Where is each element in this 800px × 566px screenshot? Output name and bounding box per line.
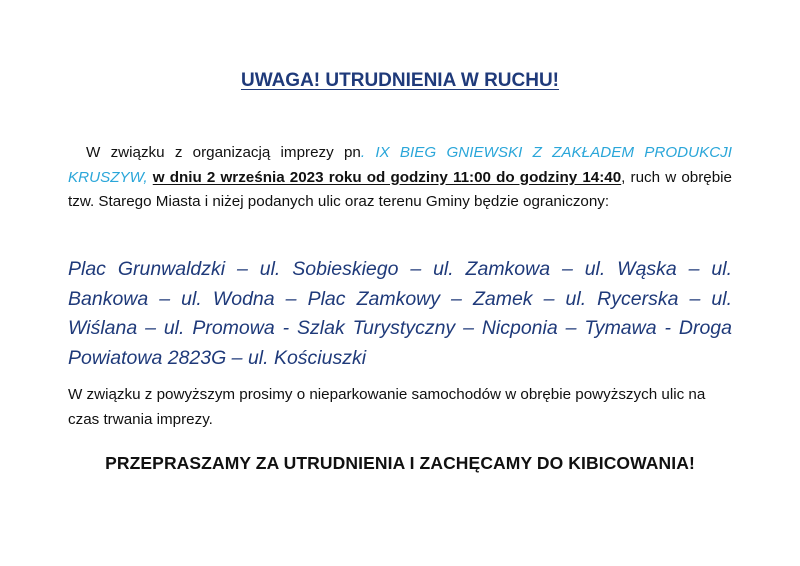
event-date-time: w dniu 2 września 2023 roku od godziny 11:00 do godziny 14:40 [152, 168, 622, 186]
event-name: IX BIEG GNIEWSKI Z ZAKŁADEM PRODUKCJI KRUSZYW [68, 144, 732, 186]
event-comma: , [143, 168, 153, 186]
route-list: Plac Grunwaldzki – ul. Sobieskiego – ul. Zamkowa – ul. Wąska – ul. Bankowa – ul. Wodna – Plac Zamkowy – Zamek – ul. Rycerska – ul. Wiślana – ul. Promowa - Szlak Turystyczny – Nicponia – Tymawa - Droga Powiatowa 2823G – ul. Kościuszki [68, 258, 732, 369]
event-dot: . [360, 144, 376, 161]
notice-page [68, 0, 732, 566]
intro-text-start: W związku z organizacją imprezy pn [86, 144, 361, 161]
intro-paragraph [68, 141, 732, 215]
parking-note: W związku z powyższym prosimy o nieparkowanie samochodów w obrębie powyższych ulic na czas trwania imprezy. [68, 386, 706, 428]
notice-title: UWAGA! UTRUDNIENIA W RUCHU! [240, 70, 560, 91]
closing-statement: PRZEPRASZAMY ZA UTRUDNIENIA I ZACHĘCAMY DO KIBICOWANIA! [105, 453, 695, 473]
intro-text-end: , ruch w obrębie tzw. Starego Miasta i niżej podanych ulic oraz terenu Gminy będzie ograniczony: [68, 168, 732, 210]
